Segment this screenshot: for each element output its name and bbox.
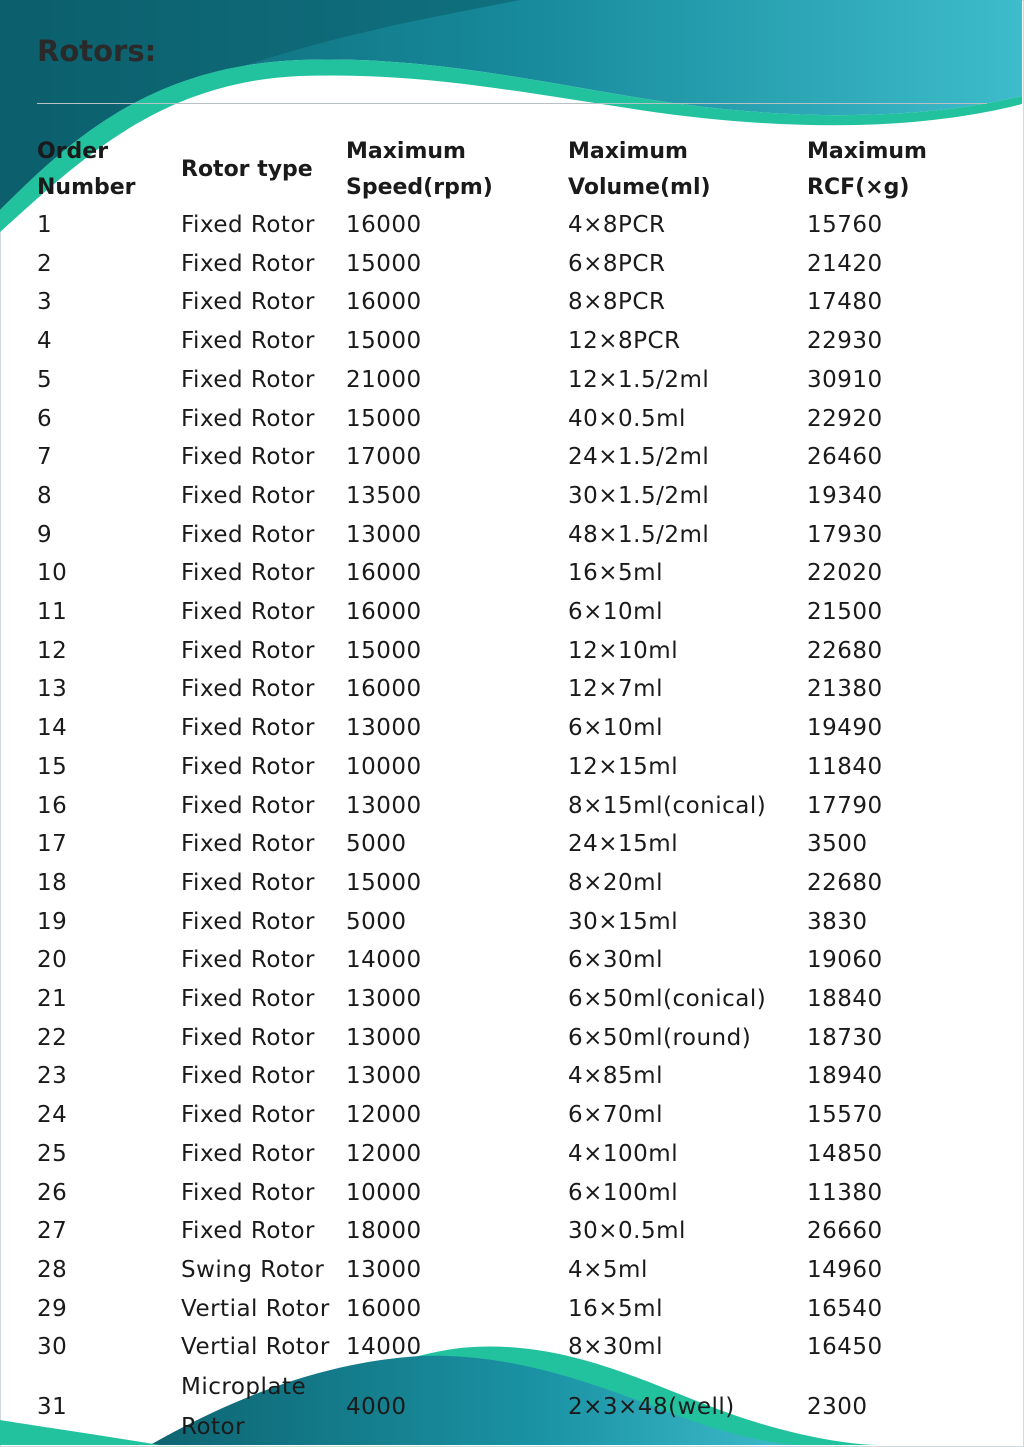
cell-order-number: 21	[37, 986, 68, 1013]
cell-rotor-type: Fixed Rotor	[181, 908, 315, 935]
cell-max-rcf: 14960	[807, 1256, 883, 1283]
cell-max-speed: 10000	[346, 753, 422, 780]
cell-rotor-type: Fixed Rotor	[181, 1179, 315, 1206]
cell-max-volume: 48×1.5/2ml	[568, 521, 710, 548]
cell-max-rcf: 15760	[807, 212, 883, 238]
cell-order-number: 12	[37, 637, 68, 664]
cell-max-speed: 14000	[346, 947, 422, 974]
cell-max-speed: 15000	[346, 869, 422, 896]
cell-order-number: 13	[37, 676, 68, 703]
table-row	[37, 1290, 997, 1329]
table-row	[37, 1251, 997, 1290]
cell-max-speed: 13000	[346, 792, 422, 819]
table-row	[37, 1174, 997, 1213]
cell-order-number: 8	[37, 482, 53, 509]
cell-max-volume: 8×8PCR	[568, 289, 666, 316]
cell-order-number: 10	[37, 560, 68, 587]
cell-max-rcf: 15570	[807, 1102, 883, 1129]
cell-max-volume: 6×50ml(round)	[568, 1024, 752, 1051]
cell-rotor-type: Fixed Rotor	[181, 637, 315, 664]
table-row	[37, 206, 997, 245]
cell-max-speed: 15000	[346, 328, 422, 355]
table-row	[37, 1057, 997, 1096]
cell-order-number: 18	[37, 869, 68, 896]
table-row	[37, 1212, 997, 1251]
cell-max-speed: 13000	[346, 1063, 422, 1090]
cell-max-volume: 12×7ml	[568, 676, 663, 703]
cell-rotor-type: Fixed Rotor	[181, 1024, 315, 1051]
cell-max-rcf: 19490	[807, 715, 883, 742]
table-header-row	[37, 134, 997, 206]
cell-max-rcf: 21420	[807, 250, 883, 277]
cell-rotor-type: Fixed Rotor	[181, 831, 315, 858]
cell-max-volume: 6×30ml	[568, 947, 663, 974]
cell-max-rcf: 16450	[807, 1334, 883, 1361]
header-rotor-type: Rotor type	[181, 157, 313, 182]
cell-max-volume: 4×100ml	[568, 1140, 679, 1167]
cell-order-number: 15	[37, 753, 68, 780]
cell-rotor-type: Swing Rotor	[181, 1256, 325, 1283]
cell-order-number: 6	[37, 405, 53, 432]
cell-rotor-type: Fixed Rotor	[181, 289, 315, 316]
table-row	[37, 632, 997, 671]
page-title: Rotors:	[37, 34, 157, 68]
table-row	[37, 748, 997, 787]
cell-max-speed: 13000	[346, 521, 422, 548]
cell-max-rcf: 22920	[807, 405, 883, 432]
cell-rotor-type: Vertial Rotor	[181, 1334, 330, 1361]
cell-max-speed: 5000	[346, 908, 407, 935]
cell-max-volume: 24×1.5/2ml	[568, 444, 710, 471]
cell-rotor-type: Fixed Rotor	[181, 482, 315, 509]
cell-max-volume: 24×15ml	[568, 831, 679, 858]
cell-max-volume: 12×15ml	[568, 753, 679, 780]
cell-rotor-type: Fixed Rotor	[181, 444, 315, 471]
cell-rotor-type: Fixed Rotor	[181, 792, 315, 819]
cell-max-speed: 13000	[346, 1024, 422, 1051]
cell-rotor-type: Fixed Rotor	[181, 405, 315, 432]
cell-max-rcf: 30910	[807, 366, 883, 393]
cell-max-volume: 30×0.5ml	[568, 1218, 686, 1245]
cell-max-speed: 16000	[346, 560, 422, 587]
cell-rotor-type: Fixed Rotor	[181, 1102, 315, 1129]
table-row	[37, 980, 997, 1019]
cell-order-number: 3	[37, 289, 53, 316]
cell-max-rcf: 22680	[807, 637, 883, 664]
cell-max-rcf: 14850	[807, 1140, 883, 1167]
cell-max-speed: 13000	[346, 1256, 422, 1283]
cell-rotor-type: Fixed Rotor	[181, 521, 315, 548]
cell-max-speed: 17000	[346, 444, 422, 471]
cell-rotor-type: Vertial Rotor	[181, 1295, 330, 1322]
table-row	[37, 1135, 997, 1174]
table-row	[37, 1367, 997, 1447]
cell-rotor-type: Fixed Rotor	[181, 986, 315, 1013]
cell-rotor-type: Fixed Rotor	[181, 676, 315, 703]
cell-max-speed: 18000	[346, 1218, 422, 1245]
cell-max-volume: 4×85ml	[568, 1063, 663, 1090]
cell-rotor-type: Fixed Rotor	[181, 366, 315, 393]
cell-order-number: 14	[37, 715, 68, 742]
cell-max-volume: 12×8PCR	[568, 328, 681, 355]
cell-max-volume: 6×70ml	[568, 1102, 663, 1129]
cell-max-rcf: 26460	[807, 444, 883, 471]
cell-rotor-type: Fixed Rotor	[181, 869, 315, 896]
table-row	[37, 516, 997, 555]
cell-max-speed: 21000	[346, 366, 422, 393]
cell-rotor-type: Fixed Rotor	[181, 947, 315, 974]
cell-max-speed: 15000	[346, 637, 422, 664]
cell-max-rcf: 16540	[807, 1295, 883, 1322]
cell-max-speed: 16000	[346, 289, 422, 316]
cell-order-number: 30	[37, 1334, 68, 1361]
cell-max-volume: 4×8PCR	[568, 212, 666, 238]
cell-max-speed: 4000	[346, 1393, 407, 1420]
rotors-table	[37, 134, 997, 1447]
cell-max-volume: 6×100ml	[568, 1179, 679, 1206]
cell-max-rcf: 17930	[807, 521, 883, 548]
cell-max-volume: 6×8PCR	[568, 250, 666, 277]
cell-rotor-type: Microplate Rotor	[181, 1374, 307, 1441]
cell-max-volume: 2×3×48(well)	[568, 1393, 735, 1420]
cell-rotor-type: Fixed Rotor	[181, 1140, 315, 1167]
cell-max-volume: 12×1.5/2ml	[568, 366, 710, 393]
cell-max-speed: 10000	[346, 1179, 422, 1206]
cell-rotor-type: Fixed Rotor	[181, 715, 315, 742]
table-row	[37, 787, 997, 826]
cell-max-speed: 12000	[346, 1102, 422, 1129]
cell-order-number: 23	[37, 1063, 68, 1090]
cell-max-volume: 8×30ml	[568, 1334, 663, 1361]
cell-rotor-type: Fixed Rotor	[181, 753, 315, 780]
cell-max-volume: 8×20ml	[568, 869, 663, 896]
cell-max-volume: 6×10ml	[568, 599, 663, 626]
table-row	[37, 283, 997, 322]
cell-max-volume: 16×5ml	[568, 1295, 663, 1322]
cell-rotor-type: Fixed Rotor	[181, 250, 315, 277]
cell-order-number: 20	[37, 947, 68, 974]
cell-max-volume: 30×15ml	[568, 908, 679, 935]
cell-order-number: 25	[37, 1140, 68, 1167]
header-max-volume: Maximum Volume(ml)	[568, 139, 711, 200]
header-max-speed: Maximum Speed(rpm)	[346, 139, 493, 200]
cell-max-rcf: 3500	[807, 831, 868, 858]
cell-rotor-type: Fixed Rotor	[181, 328, 315, 355]
cell-max-rcf: 11840	[807, 753, 883, 780]
cell-max-rcf: 18840	[807, 986, 883, 1013]
table-row	[37, 593, 997, 632]
cell-max-volume: 6×10ml	[568, 715, 663, 742]
cell-max-rcf: 18940	[807, 1063, 883, 1090]
cell-order-number: 11	[37, 599, 68, 626]
table-row	[37, 1328, 997, 1367]
cell-max-rcf: 21380	[807, 676, 883, 703]
cell-max-speed: 13000	[346, 715, 422, 742]
cell-max-rcf: 18730	[807, 1024, 883, 1051]
table-row	[37, 554, 997, 593]
cell-max-volume: 6×50ml(conical)	[568, 986, 767, 1013]
cell-max-speed: 14000	[346, 1334, 422, 1361]
cell-order-number: 28	[37, 1256, 68, 1283]
cell-max-rcf: 21500	[807, 599, 883, 626]
cell-max-volume: 16×5ml	[568, 560, 663, 587]
cell-order-number: 5	[37, 366, 53, 393]
cell-max-speed: 15000	[346, 405, 422, 432]
cell-rotor-type: Fixed Rotor	[181, 212, 315, 238]
cell-order-number: 22	[37, 1024, 68, 1051]
cell-order-number: 24	[37, 1102, 68, 1129]
cell-max-rcf: 22020	[807, 560, 883, 587]
cell-max-speed: 12000	[346, 1140, 422, 1167]
table-row	[37, 361, 997, 400]
cell-order-number: 31	[37, 1393, 68, 1420]
cell-max-volume: 40×0.5ml	[568, 405, 686, 432]
cell-order-number: 16	[37, 792, 68, 819]
cell-max-speed: 15000	[346, 250, 422, 277]
cell-max-volume: 8×15ml(conical)	[568, 792, 767, 819]
table-row	[37, 864, 997, 903]
cell-order-number: 17	[37, 831, 68, 858]
cell-max-rcf: 3830	[807, 908, 868, 935]
cell-max-volume: 4×5ml	[568, 1256, 648, 1283]
cell-order-number: 9	[37, 521, 53, 548]
cell-rotor-type: Fixed Rotor	[181, 560, 315, 587]
cell-order-number: 1	[37, 212, 53, 238]
table-row	[37, 903, 997, 942]
table-row	[37, 825, 997, 864]
cell-order-number: 7	[37, 444, 53, 471]
cell-max-rcf: 11380	[807, 1179, 883, 1206]
cell-max-speed: 13000	[346, 986, 422, 1013]
cell-max-volume: 30×1.5/2ml	[568, 482, 710, 509]
table-row	[37, 322, 997, 361]
cell-max-volume: 12×10ml	[568, 637, 679, 664]
table-row	[37, 438, 997, 477]
title-divider	[37, 103, 987, 104]
cell-order-number: 19	[37, 908, 68, 935]
table-row	[37, 941, 997, 980]
cell-max-speed: 5000	[346, 831, 407, 858]
cell-max-rcf: 19060	[807, 947, 883, 974]
header-max-rcf: Maximum RCF(×g)	[807, 139, 927, 200]
cell-max-speed: 16000	[346, 599, 422, 626]
cell-max-rcf: 22680	[807, 869, 883, 896]
cell-rotor-type: Fixed Rotor	[181, 1218, 315, 1245]
cell-max-speed: 13500	[346, 482, 422, 509]
header-order-number: Order Number	[37, 139, 136, 200]
cell-order-number: 29	[37, 1295, 68, 1322]
cell-rotor-type: Fixed Rotor	[181, 1063, 315, 1090]
cell-max-rcf: 2300	[807, 1393, 868, 1420]
cell-max-rcf: 17480	[807, 289, 883, 316]
cell-order-number: 26	[37, 1179, 68, 1206]
cell-order-number: 4	[37, 328, 53, 355]
table-row	[37, 1096, 997, 1135]
table-row	[37, 670, 997, 709]
cell-max-rcf: 26660	[807, 1218, 883, 1245]
cell-max-speed: 16000	[346, 1295, 422, 1322]
cell-max-rcf: 19340	[807, 482, 883, 509]
table-row	[37, 245, 997, 284]
table-row	[37, 709, 997, 748]
cell-max-rcf: 17790	[807, 792, 883, 819]
table-row	[37, 400, 997, 439]
cell-rotor-type: Fixed Rotor	[181, 599, 315, 626]
cell-max-rcf: 22930	[807, 328, 883, 355]
cell-order-number: 2	[37, 250, 53, 277]
table-row	[37, 1019, 997, 1058]
cell-max-speed: 16000	[346, 676, 422, 703]
cell-max-speed: 16000	[346, 212, 422, 238]
table-row	[37, 477, 997, 516]
cell-order-number: 27	[37, 1218, 68, 1245]
